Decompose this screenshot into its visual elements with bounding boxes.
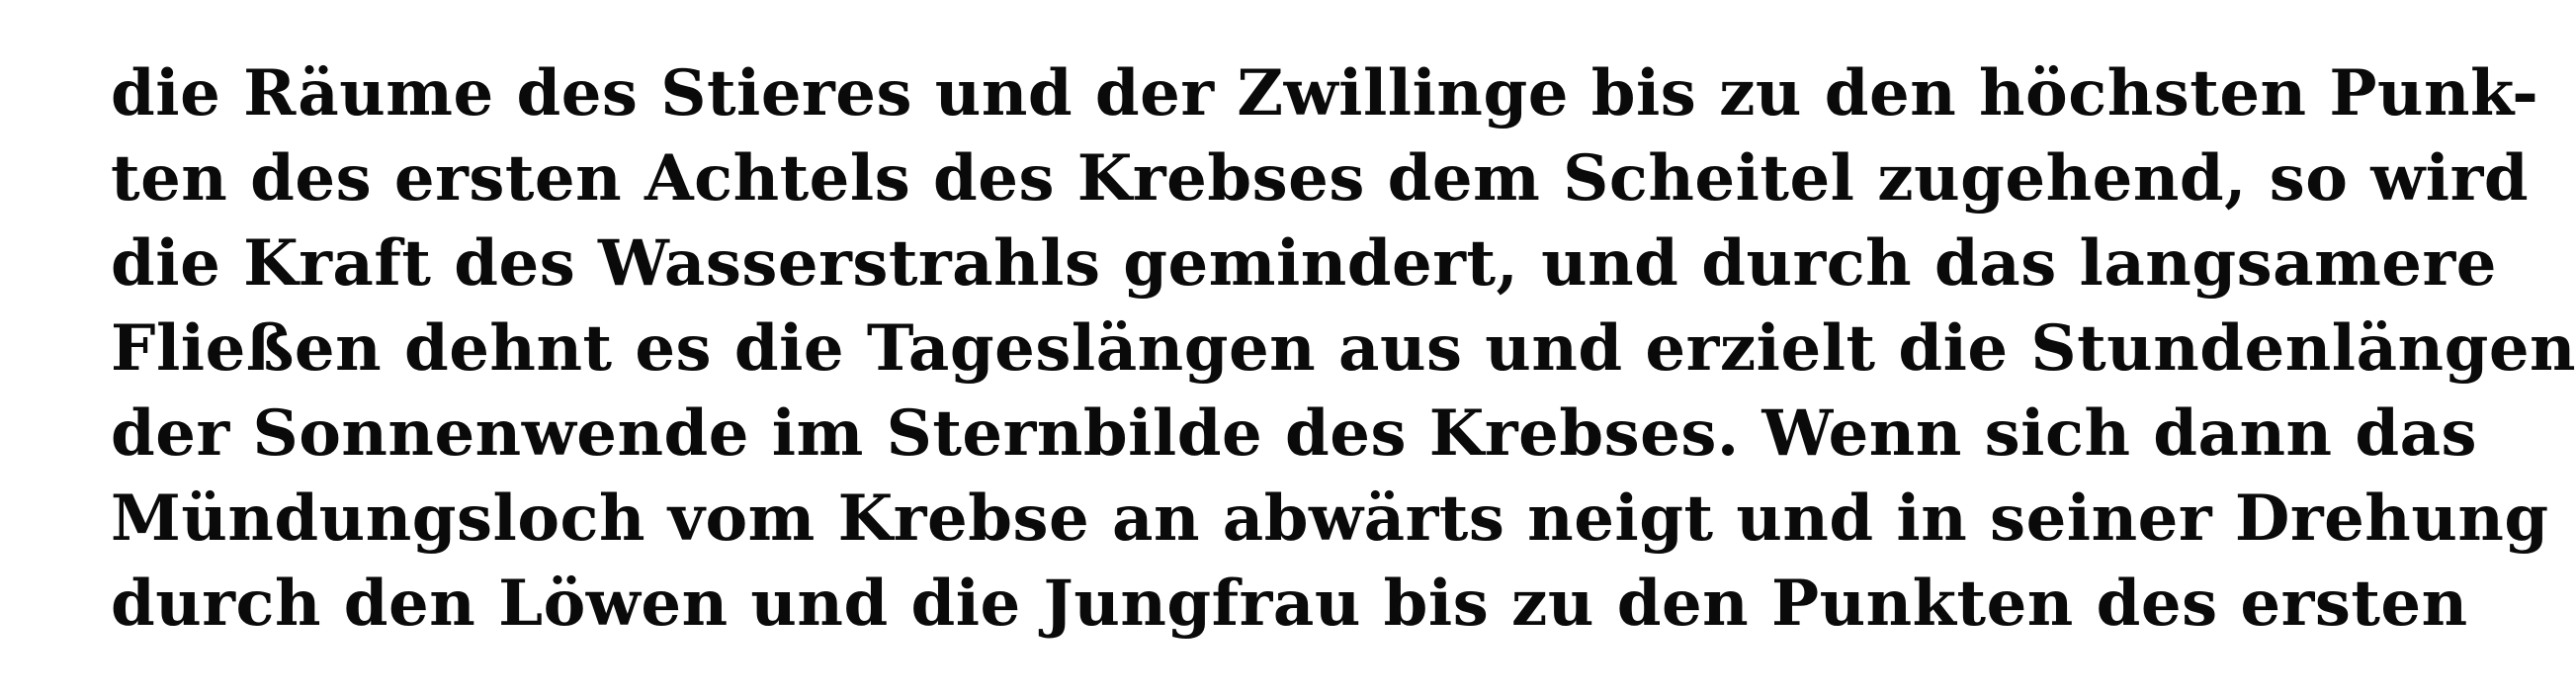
text-line-5: der Sonnenwende im Sternbilde des Krebses. Wenn sich dann das: [111, 396, 2478, 471]
text-block: [111, 51, 2576, 647]
text-line-4: Fließen dehnt es die Tageslängen aus und erzielt die Stundenlängen: [111, 311, 2576, 386]
text-line-1: die Räume des Stieres und der Zwillinge bis zu den höchsten Punk-: [111, 56, 2539, 131]
text-line-7: durch den Löwen und die Jungfrau bis zu den Punkten des ersten: [111, 567, 2468, 641]
text-line-2: ten des ersten Achtels des Krebses dem Scheitel zugehend, so wird: [111, 141, 2530, 216]
text-line-6: Mündungsloch vom Krebse an abwärts neigt und in seiner Drehung: [111, 481, 2549, 556]
text-line-3: die Kraft des Wasserstrahls gemindert, und durch das langsamere: [111, 226, 2497, 301]
